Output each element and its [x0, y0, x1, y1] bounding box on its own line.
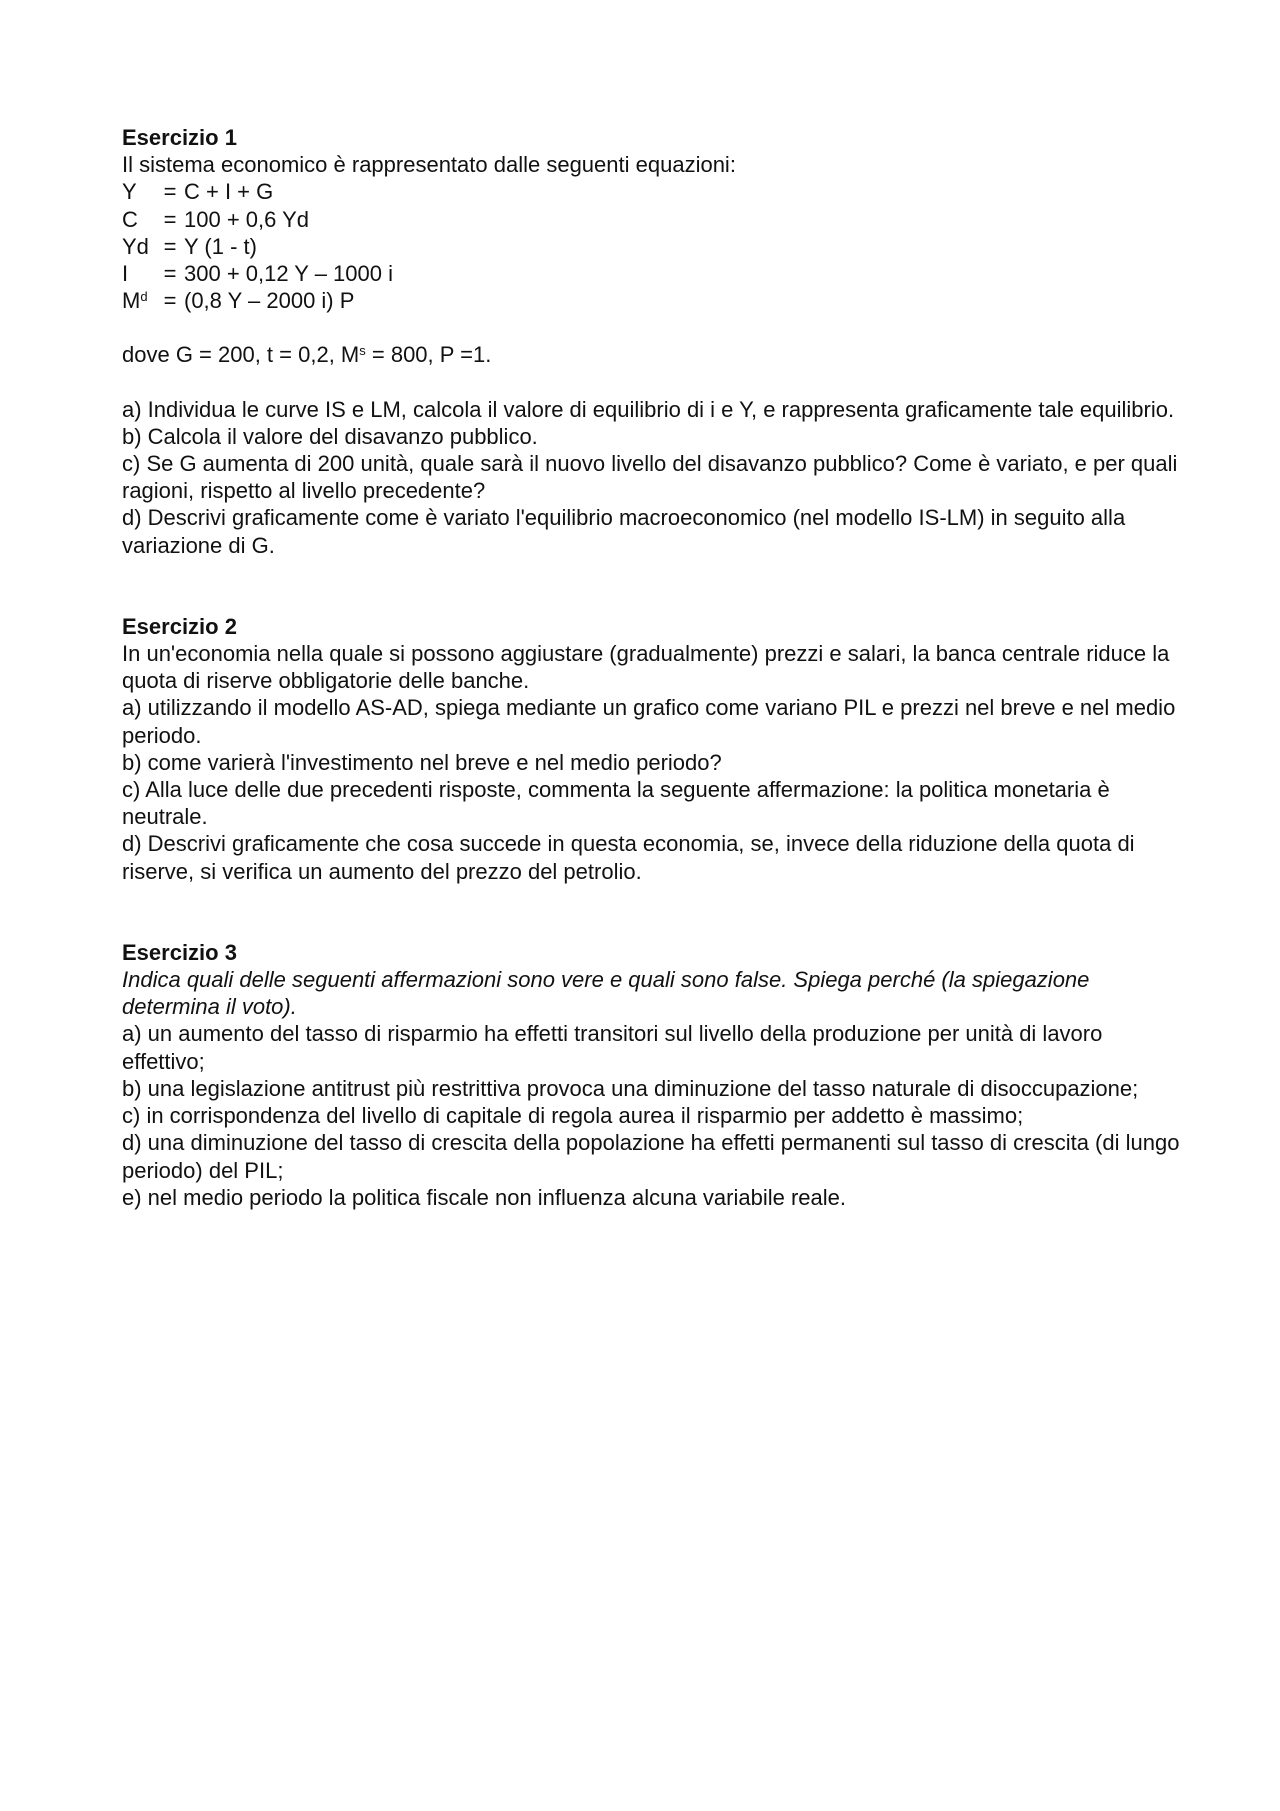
exercise-2-item-c: c) Alla luce delle due precedenti risposte, commenta la seguente affermazione: la politica monetaria è neutrale.	[122, 777, 1110, 830]
exercise-3	[122, 939, 1182, 1211]
equation-sign: =	[163, 206, 177, 232]
exercise-2-item-d: d) Descrivi graficamente che cosa succede in questa economia, se, invece della riduzione della quota di riserve, si verifica un aumento del prezzo del petrolio.	[122, 831, 1135, 884]
exercise-3-item-d: d) una diminuzione del tasso di crescita della popolazione ha effetti permanenti sul tasso di crescita (di lungo periodo) del PIL;	[122, 1130, 1180, 1183]
equation-lhs	[122, 287, 156, 314]
equation-lhs: Y	[122, 179, 137, 205]
equation-sign: =	[163, 261, 177, 287]
equation-sign: =	[163, 179, 177, 205]
equation-rhs: Y (1 - t)	[184, 233, 257, 259]
exercise-2-title: Esercizio 2	[122, 613, 237, 639]
exercise-3-item-e: e) nel medio periodo la politica fiscale non influenza alcuna variabile reale.	[122, 1184, 846, 1210]
equation-list	[122, 178, 1182, 314]
exercise-1-item-c: c) Se G aumenta di 200 unità, quale sarà il nuovo livello del disavanzo pubblico? Come è variato, e per quali ragioni, rispetto al livello precedente?	[122, 451, 1178, 504]
exercise-1-intro: Il sistema economico è rappresentato dalle seguenti equazioni:	[122, 152, 736, 178]
exercise-3-item-a: a) un aumento del tasso di risparmio ha effetti transitori sul livello della produzione per unità di lavoro effettivo;	[122, 1021, 1103, 1074]
equation-rhs: C + I + G	[184, 179, 274, 205]
equation-rhs: (0,8 Y – 2000 i) P	[184, 288, 355, 314]
exercise-1-title: Esercizio 1	[122, 125, 237, 150]
equation-row	[122, 206, 1182, 233]
equation-sign: =	[163, 288, 177, 314]
parameters-post: = 800, P =1.	[365, 342, 492, 368]
parameters-superscript: s	[359, 343, 366, 359]
equation-sign: =	[163, 233, 177, 259]
exercise-2-intro: In un'economia nella quale si possono aggiustare (gradualmente) prezzi e salari, la banca centrale riduce la quota di riserve obbligatorie delle banche.	[122, 641, 1170, 694]
equation-lhs-base: M	[122, 288, 141, 314]
exercise-2	[122, 613, 1182, 885]
exercise-3-item-b: b) una legislazione antitrust più restrittiva provoca una diminuzione del tasso naturale di disoccupazione;	[122, 1075, 1139, 1101]
exercise-1-item-b: b) Calcola il valore del disavanzo pubblico.	[122, 423, 538, 449]
equation-lhs: Yd	[122, 233, 149, 259]
equation-rhs: 100 + 0,6 Yd	[184, 206, 309, 232]
equation-rhs: 300 + 0,12 Y – 1000 i	[184, 261, 393, 287]
exercise-1-parameters	[122, 341, 1182, 368]
parameters-pre: dove G = 200, t = 0,2, M	[122, 342, 360, 368]
equation-lhs-superscript: d	[140, 289, 148, 305]
exercise-2-item-b: b) come varierà l'investimento nel breve e nel medio periodo?	[122, 749, 722, 775]
exercise-3-title: Esercizio 3	[122, 939, 237, 965]
exercise-3-item-c: c) in corrispondenza del livello di capitale di regola aurea il risparmio per addetto è massimo;	[122, 1103, 1024, 1129]
equation-lhs: C	[122, 206, 138, 232]
exercise-1	[122, 124, 1182, 559]
exercise-1-item-a: a) Individua le curve IS e LM, calcola il valore di equilibrio di i e Y, e rappresenta graficamente tale equilibrio.	[122, 396, 1175, 422]
equation-row	[122, 260, 1182, 287]
equation-row	[122, 178, 1182, 205]
equation-lhs: I	[122, 261, 129, 287]
exercise-2-item-a: a) utilizzando il modello AS-AD, spiega mediante un grafico come variano PIL e prezzi nel breve e nel medio periodo.	[122, 695, 1176, 748]
exercise-1-item-d: d) Descrivi graficamente come è variato l'equilibrio macroeconomico (nel modello IS-LM) in seguito alla variazione di G.	[122, 505, 1126, 558]
exercise-3-instructions: Indica quali delle seguenti affermazioni sono vere e quali sono false. Spiega perché (la spiegazione determina il voto).	[122, 967, 1090, 1020]
document-page	[122, 124, 1182, 1211]
equation-row	[122, 287, 1182, 314]
equation-row	[122, 233, 1182, 260]
